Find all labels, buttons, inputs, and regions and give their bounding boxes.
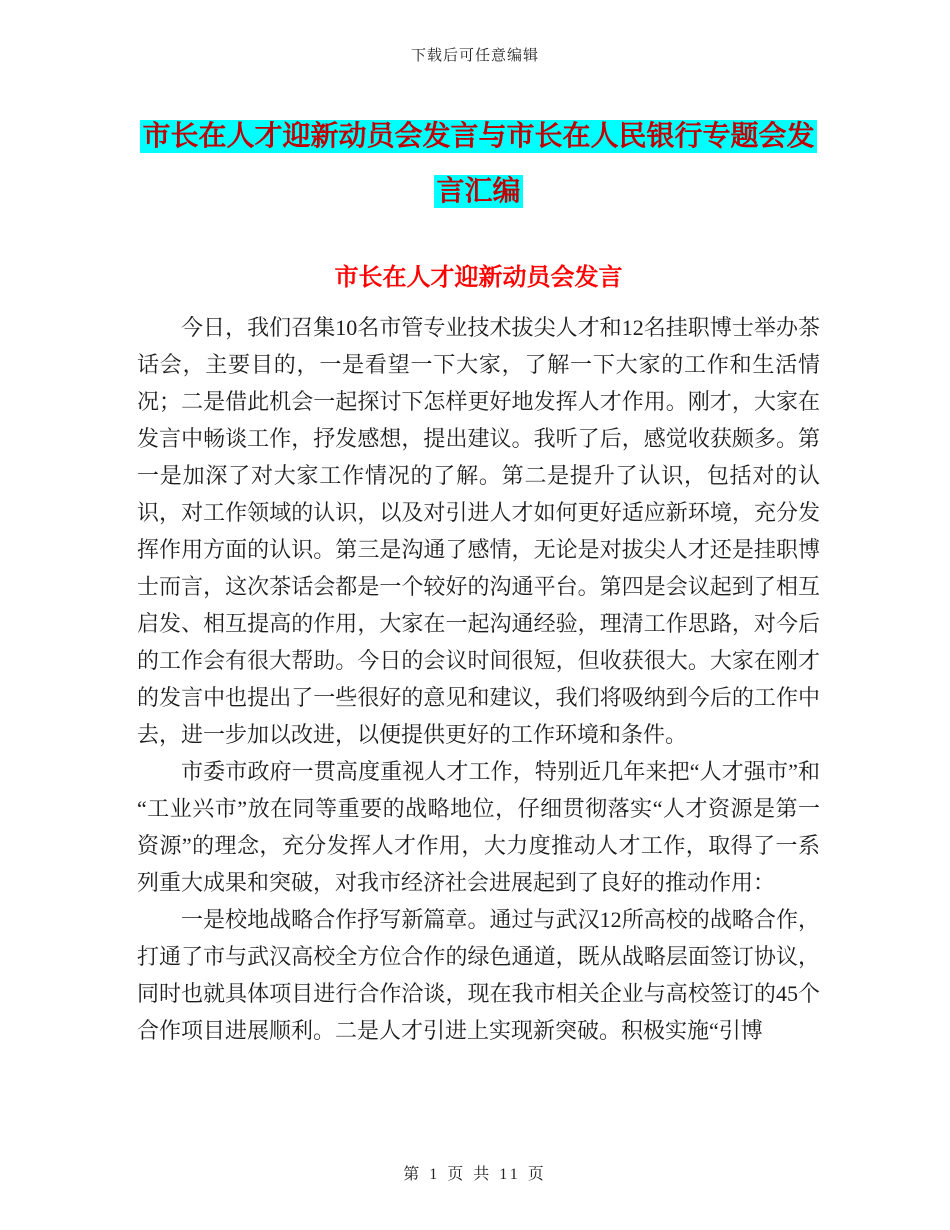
document-title [137, 109, 820, 219]
paragraph-2: 市委市政府一贯高度重视人才工作，特别近几年来把“人才强市”和“工业兴市”放在同等重要的战略地位，仔细贯彻落实“人才资源是第一资源”的理念，充分发挥人才作用，大力度推动人才工作，取得了一系列重大成果和突破，对我市经济社会进展起到了良好的推动作用： [137, 759, 820, 895]
body-text [137, 309, 820, 1049]
page-number-footer: 第 1 页 共 11 页 [403, 1166, 547, 1183]
paragraph-3: 一是校地战略合作抒写新篇章。通过与武汉12所高校的战略合作，打通了市与武汉高校全方位合作的绿色通道，既从战略层面签订协议，同时也就具体项目进行合作洽谈，现在我市相关企业与高校签订的45个合作项目进展顺利。二是人才引进上实现新突破。积极实施“引博 [137, 907, 820, 1043]
paragraph-1: 今日，我们召集10名市管专业技术拔尖人才和12名挂职博士举办茶话会，主要目的，一是看望一下大家，了解一下大家的工作和生活情况；二是借此机会一起探讨下怎样更好地发挥人才作用。刚才，大家在发言中畅谈工作，抒发感想，提出建议。我听了后，感觉收获颇多。第一是加深了对大家工作情况的了解。第二是提升了认识，包括对的认识，对工作领域的认识，以及对引进人才如何更好适应新环境，充分发挥作用方面的认识。第三是沟通了感情，无论是对拔尖人才还是挂职博士而言，这次茶话会都是一个较好的沟通平台。第四是会议起到了相互启发、相互提高的作用，大家在一起沟通经验，理清工作思路，对今后的工作会有很大帮助。今日的会议时间很短，但收获很大。大家在刚才的发言中也提出了一些很好的意见和建议，我们将吸纳到今后的工作中去，进一步加以改进，以便提供更好的工作环境和条件。 [137, 315, 820, 747]
section-title: 市长在人才迎新动员会发言 [334, 265, 623, 291]
highlighted-title-text: 市长在人才迎新动员会发言与市长在人民银行专题会发言汇编 [142, 121, 815, 207]
document-content [137, 109, 820, 1049]
header-note: 下载后可任意编辑 [410, 48, 539, 64]
